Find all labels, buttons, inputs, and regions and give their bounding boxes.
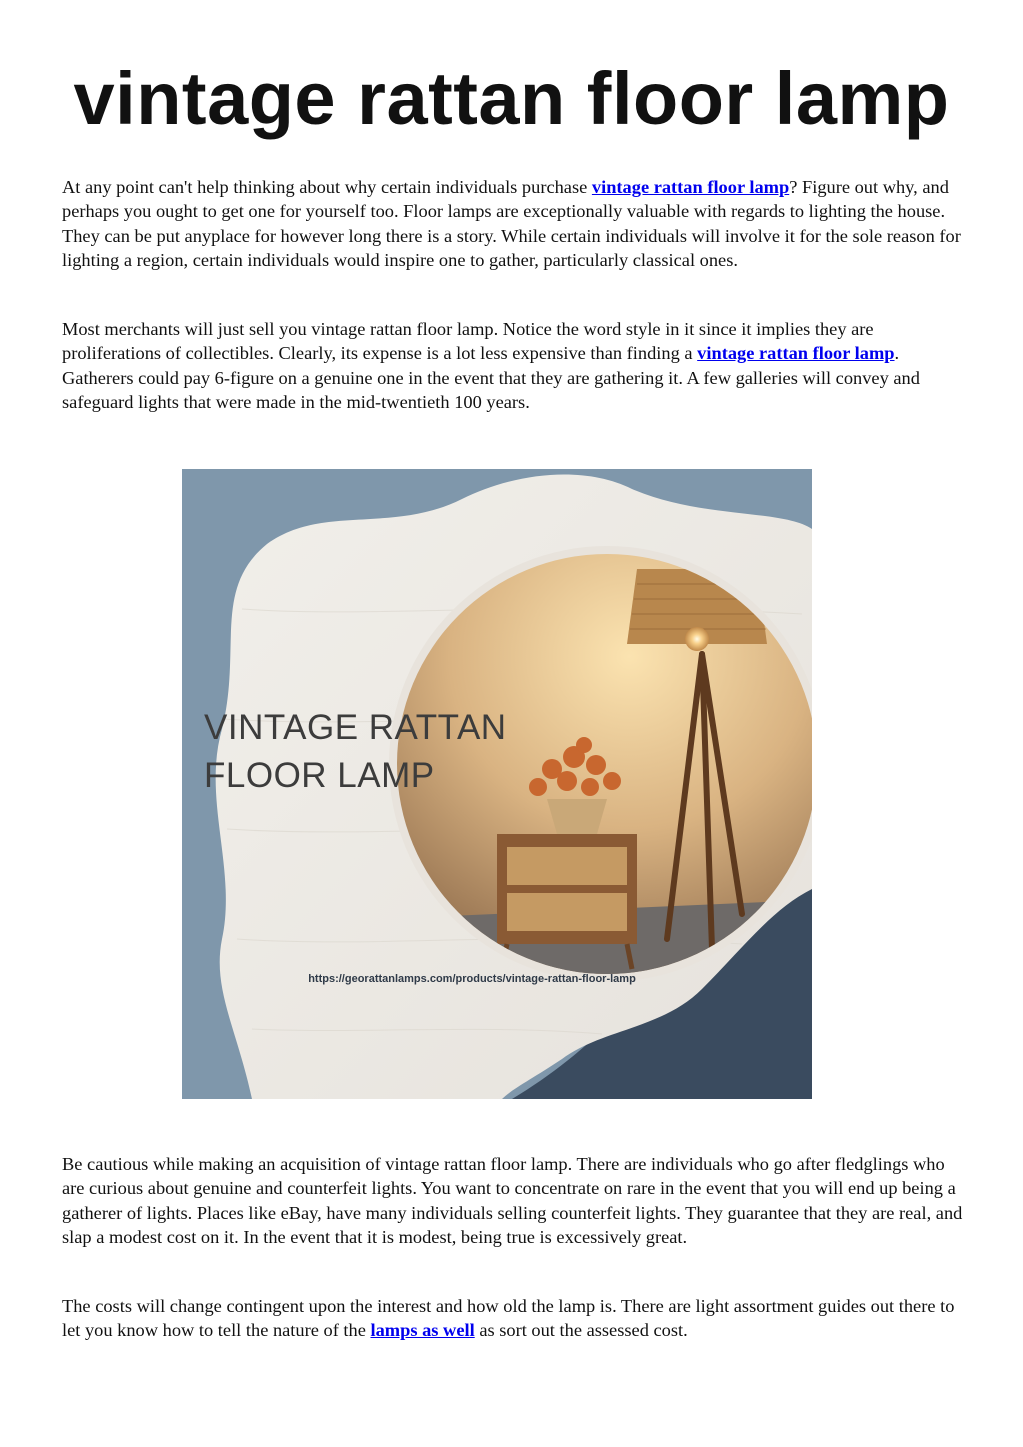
product-banner-image bbox=[182, 469, 812, 1099]
page-title: vintage rattan floor lamp bbox=[73, 57, 950, 140]
paragraph-text: Most merchants will just sell you vintage rattan floor lamp. Notice the word style in it since it implies they are proliferations of collectibles. Clearly, its expense is a lot less expensive than finding a bbox=[62, 319, 874, 364]
paragraph-text: At any point can't help thinking about why certain individuals purchase bbox=[62, 177, 592, 197]
paragraph-text: ? Figure out why, and perhaps you ought to get one for yourself too. Floor lamps are exceptionally valuable with regards to lighting the house. They can be put anyplace for however long there is a story. While certain individuals will involve it for the sole reason for lighting a region, certain individuals would inspire one to gather, particularly classical ones. bbox=[62, 177, 961, 271]
paragraph-costs bbox=[62, 1294, 967, 1343]
lamps-as-well-link[interactable]: lamps as well bbox=[370, 1320, 475, 1341]
vintage-rattan-floor-lamp-link[interactable]: vintage rattan floor lamp bbox=[591, 177, 790, 197]
paragraph-merchants bbox=[62, 317, 967, 415]
banner-heading-line: VINTAGE RATTAN bbox=[204, 708, 507, 747]
paragraph-caution: Be cautious while making an acquisition of vintage rattan floor lamp. There are individuals who go after fledglings who are curious about genuine and counterfeit lights. You want to concentrate on rare in the event that you will end up being a gatherer of lights. Places like eBay, have many individuals selling counterfeit lights. They guarantee that they are real, and slap a modest cost on it. In the event that it is modest, being true is excessively great. bbox=[62, 1154, 963, 1248]
vintage-rattan-floor-lamp-link[interactable]: vintage rattan floor lamp bbox=[697, 343, 895, 364]
banner-heading bbox=[204, 704, 507, 800]
paragraph-text: . Gatherers could pay 6-figure on a genuine one in the event that they are gathering it. A few galleries will convey and safeguard lights that were made in the mid-twentieth 100 years. bbox=[62, 343, 920, 413]
banner-heading-line: FLOOR LAMP bbox=[204, 756, 435, 795]
paragraph-text: as sort out the assessed cost. bbox=[474, 1320, 688, 1341]
banner-url: https://georattanlamps.com/products/vintage-rattan-floor-lamp bbox=[308, 973, 636, 985]
paragraph-intro bbox=[62, 175, 967, 273]
paragraph-text: The costs will change contingent upon the interest and how old the lamp is. There are light assortment guides out there to let you know how to tell the nature of the bbox=[62, 1296, 955, 1341]
